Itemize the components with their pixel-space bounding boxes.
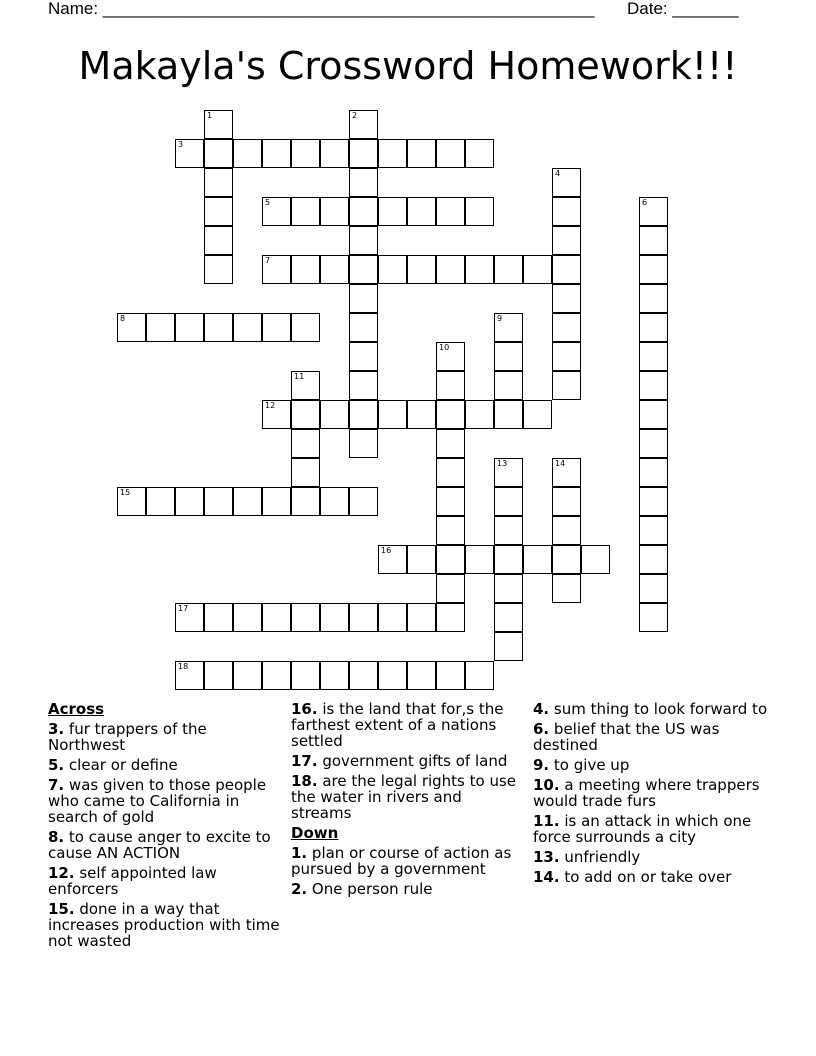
grid-cell[interactable] — [639, 603, 668, 632]
clue-number: 8 — [120, 314, 126, 323]
grid-cell[interactable] — [204, 661, 233, 690]
grid-cell[interactable] — [639, 342, 668, 371]
clues-column-1 — [48, 701, 286, 953]
grid-cell[interactable] — [320, 197, 349, 226]
clue-text: sum thing to look forward to — [553, 700, 768, 718]
grid-cell[interactable] — [465, 545, 494, 574]
grid-cell[interactable] — [552, 458, 581, 487]
grid-cell[interactable] — [552, 342, 581, 371]
clues-column-3 — [533, 701, 773, 889]
grid-cell[interactable] — [436, 458, 465, 487]
clue-number-label: 3. — [48, 720, 65, 738]
grid-cell[interactable] — [639, 545, 668, 574]
grid-cell[interactable] — [436, 429, 465, 458]
grid-cell[interactable] — [552, 371, 581, 400]
clue-number-label: 7. — [48, 776, 65, 794]
grid-cell[interactable] — [523, 545, 552, 574]
grid-cell[interactable] — [407, 400, 436, 429]
grid-cell[interactable] — [436, 487, 465, 516]
grid-cell[interactable] — [436, 255, 465, 284]
grid-cell[interactable] — [407, 545, 436, 574]
grid-cell[interactable] — [320, 603, 349, 632]
down-clue — [291, 881, 526, 897]
grid-cell[interactable] — [552, 284, 581, 313]
grid-cell[interactable] — [291, 603, 320, 632]
across-clue — [48, 721, 286, 753]
grid-cell[interactable] — [349, 661, 378, 690]
clues-column-2 — [291, 701, 526, 901]
grid-cell[interactable] — [436, 661, 465, 690]
grid-cell[interactable] — [233, 661, 262, 690]
grid-cell[interactable] — [494, 313, 523, 342]
clue-number-label: 11. — [533, 812, 560, 830]
across-clue — [291, 753, 526, 769]
grid-cell[interactable] — [552, 574, 581, 603]
clue-text: unfriendly — [564, 848, 641, 866]
clue-number-label: 12. — [48, 864, 75, 882]
grid-cell[interactable] — [349, 487, 378, 516]
clue-number: 3 — [178, 140, 184, 149]
clue-number-label: 8. — [48, 828, 65, 846]
grid-cell[interactable] — [552, 545, 581, 574]
across-clue — [48, 757, 286, 773]
across-clue — [48, 777, 286, 825]
grid-cell[interactable] — [639, 284, 668, 313]
clue-text: a meeting where trappers would trade furs — [533, 776, 760, 810]
grid-cell[interactable] — [320, 400, 349, 429]
grid-cell[interactable] — [407, 139, 436, 168]
grid-cell[interactable] — [204, 197, 233, 226]
grid-cell[interactable] — [146, 487, 175, 516]
grid-cell[interactable] — [349, 371, 378, 400]
grid-cell[interactable] — [291, 371, 320, 400]
clue-number: 16 — [381, 546, 392, 555]
grid-cell[interactable] — [117, 313, 146, 342]
grid-cell[interactable] — [494, 400, 523, 429]
clue-text: are the legal rights to use the water in rivers and streams — [291, 772, 517, 822]
grid-cell[interactable] — [291, 313, 320, 342]
grid-cell[interactable] — [639, 516, 668, 545]
grid-cell[interactable] — [552, 487, 581, 516]
grid-cell[interactable] — [465, 139, 494, 168]
across-clue — [291, 701, 526, 749]
grid-cell[interactable] — [436, 545, 465, 574]
clue-number: 14 — [555, 459, 566, 468]
grid-cell[interactable] — [349, 226, 378, 255]
clue-number-label: 17. — [291, 752, 318, 770]
grid-cell[interactable] — [175, 661, 204, 690]
grid-cell[interactable] — [552, 226, 581, 255]
grid-cell[interactable] — [204, 487, 233, 516]
down-clue — [533, 813, 773, 845]
grid-cell[interactable] — [407, 255, 436, 284]
down-clue — [533, 721, 773, 753]
grid-cell[interactable] — [262, 487, 291, 516]
grid-cell[interactable] — [378, 400, 407, 429]
grid-cell[interactable] — [204, 139, 233, 168]
grid-cell[interactable] — [349, 313, 378, 342]
grid-cell[interactable] — [175, 313, 204, 342]
grid-cell[interactable] — [494, 458, 523, 487]
down-clue — [533, 849, 773, 865]
clue-number: 5 — [265, 198, 271, 207]
clue-text: done in a way that increases production with time not wasted — [48, 900, 280, 950]
grid-cell[interactable] — [349, 400, 378, 429]
clue-text: to give up — [553, 756, 630, 774]
grid-cell[interactable] — [494, 603, 523, 632]
grid-cell[interactable] — [552, 255, 581, 284]
grid-cell[interactable] — [233, 603, 262, 632]
grid-cell[interactable] — [349, 342, 378, 371]
grid-cell[interactable] — [262, 197, 291, 226]
grid-cell[interactable] — [494, 632, 523, 661]
clue-text: belief that the US was destined — [533, 720, 720, 754]
clue-text: One person rule — [311, 880, 433, 898]
clue-number: 4 — [555, 169, 561, 178]
clue-number: 1 — [207, 111, 213, 120]
grid-cell[interactable] — [639, 400, 668, 429]
grid-cell[interactable] — [378, 255, 407, 284]
page-title: Makayla's Crossword Homework!!! — [78, 44, 738, 88]
clue-number: 17 — [178, 604, 189, 613]
grid-cell[interactable] — [146, 313, 175, 342]
grid-cell[interactable] — [262, 139, 291, 168]
grid-cell[interactable] — [494, 255, 523, 284]
grid-cell[interactable] — [349, 603, 378, 632]
clue-number: 13 — [497, 459, 508, 468]
grid-cell[interactable] — [639, 226, 668, 255]
down-clue — [533, 757, 773, 773]
clue-number-label: 1. — [291, 844, 308, 862]
grid-cell[interactable] — [320, 255, 349, 284]
grid-cell[interactable] — [494, 342, 523, 371]
clue-number-label: 4. — [533, 700, 550, 718]
grid-cell[interactable] — [291, 255, 320, 284]
clue-number-label: 5. — [48, 756, 65, 774]
grid-cell[interactable] — [175, 487, 204, 516]
grid-cell[interactable] — [523, 400, 552, 429]
clue-number: 7 — [265, 256, 271, 265]
grid-cell[interactable] — [291, 661, 320, 690]
clue-text: was given to those people who came to California in search of gold — [48, 776, 267, 826]
grid-cell[interactable] — [262, 255, 291, 284]
grid-cell[interactable] — [378, 197, 407, 226]
grid-cell[interactable] — [552, 516, 581, 545]
grid-cell[interactable] — [204, 313, 233, 342]
across-clue — [48, 865, 286, 897]
clue-number: 15 — [120, 488, 131, 497]
grid-cell[interactable] — [436, 603, 465, 632]
down-clue — [291, 845, 526, 877]
clue-number: 6 — [642, 198, 648, 207]
grid-cell[interactable] — [320, 139, 349, 168]
clue-number-label: 6. — [533, 720, 550, 738]
grid-cell[interactable] — [291, 458, 320, 487]
grid-cell[interactable] — [552, 197, 581, 226]
clue-number-label: 10. — [533, 776, 560, 794]
grid-cell[interactable] — [378, 603, 407, 632]
grid-cell[interactable] — [639, 313, 668, 342]
grid-cell[interactable] — [291, 400, 320, 429]
grid-cell[interactable] — [262, 603, 291, 632]
grid-cell[interactable] — [262, 661, 291, 690]
grid-cell[interactable] — [494, 371, 523, 400]
grid-cell[interactable] — [320, 661, 349, 690]
down-heading: Down — [291, 824, 339, 842]
clue-text: government gifts of land — [322, 752, 508, 770]
grid-cell[interactable] — [291, 139, 320, 168]
grid-cell[interactable] — [204, 255, 233, 284]
grid-cell[interactable] — [349, 429, 378, 458]
grid-cell[interactable] — [407, 603, 436, 632]
grid-cell[interactable] — [639, 255, 668, 284]
grid-cell[interactable] — [378, 139, 407, 168]
grid-cell[interactable] — [349, 139, 378, 168]
grid-cell[interactable] — [378, 545, 407, 574]
grid-cell[interactable] — [436, 371, 465, 400]
clue-number-label: 16. — [291, 700, 318, 718]
clue-number: 2 — [352, 111, 358, 120]
grid-cell[interactable] — [407, 661, 436, 690]
clue-text: fur trappers of the Northwest — [48, 720, 207, 754]
grid-cell[interactable] — [436, 139, 465, 168]
grid-cell[interactable] — [117, 487, 146, 516]
clue-text: is an attack in which one force surrounds a city — [533, 812, 752, 846]
across-heading: Across — [48, 700, 105, 718]
grid-cell[interactable] — [552, 313, 581, 342]
clue-number-label: 15. — [48, 900, 75, 918]
grid-cell[interactable] — [436, 574, 465, 603]
grid-cell[interactable] — [175, 603, 204, 632]
clue-number: 11 — [294, 372, 305, 381]
grid-cell[interactable] — [349, 284, 378, 313]
grid-cell[interactable] — [233, 139, 262, 168]
clue-text: self appointed law enforcers — [48, 864, 217, 898]
down-clue — [533, 869, 773, 885]
grid-cell[interactable] — [204, 603, 233, 632]
clue-number: 10 — [439, 343, 450, 352]
clue-number-label: 9. — [533, 756, 550, 774]
grid-cell[interactable] — [175, 139, 204, 168]
grid-cell[interactable] — [465, 661, 494, 690]
clue-number: 18 — [178, 662, 189, 671]
grid-cell[interactable] — [581, 545, 610, 574]
grid-cell[interactable] — [291, 197, 320, 226]
clue-text: to cause anger to excite to cause AN ACTION — [48, 828, 271, 862]
grid-cell[interactable] — [436, 400, 465, 429]
clue-text: to add on or take over — [564, 868, 732, 886]
grid-cell[interactable] — [465, 400, 494, 429]
grid-cell[interactable] — [291, 429, 320, 458]
grid-cell[interactable] — [436, 516, 465, 545]
grid-cell[interactable] — [233, 487, 262, 516]
grid-cell[interactable] — [465, 197, 494, 226]
grid-cell[interactable] — [494, 545, 523, 574]
grid-cell[interactable] — [494, 487, 523, 516]
across-clue — [48, 901, 286, 949]
clue-number: 12 — [265, 401, 276, 410]
clue-number: 9 — [497, 314, 503, 323]
grid-cell[interactable] — [233, 313, 262, 342]
grid-cell[interactable] — [204, 168, 233, 197]
grid-cell[interactable] — [523, 255, 552, 284]
down-clue — [533, 777, 773, 809]
across-clue — [48, 829, 286, 861]
grid-cell[interactable] — [349, 255, 378, 284]
clue-number-label: 13. — [533, 848, 560, 866]
grid-cell[interactable] — [436, 197, 465, 226]
grid-cell[interactable] — [639, 574, 668, 603]
grid-cell[interactable] — [639, 458, 668, 487]
grid-cell[interactable] — [204, 110, 233, 139]
clue-text: is the land that for,s the farthest extent of a nations settled — [291, 700, 504, 750]
grid-cell[interactable] — [494, 574, 523, 603]
grid-cell[interactable] — [262, 313, 291, 342]
grid-cell[interactable] — [639, 487, 668, 516]
date-line: Date: _______ — [627, 0, 739, 18]
grid-cell[interactable] — [320, 487, 349, 516]
grid-cell[interactable] — [436, 342, 465, 371]
grid-cell[interactable] — [407, 197, 436, 226]
clue-number-label: 2. — [291, 880, 308, 898]
grid-cell[interactable] — [639, 371, 668, 400]
grid-cell[interactable] — [291, 487, 320, 516]
down-clue — [533, 701, 773, 717]
grid-cell[interactable] — [262, 400, 291, 429]
grid-cell[interactable] — [552, 168, 581, 197]
grid-cell[interactable] — [378, 661, 407, 690]
grid-cell[interactable] — [349, 168, 378, 197]
clue-number-label: 14. — [533, 868, 560, 886]
clue-number-label: 18. — [291, 772, 318, 790]
grid-cell[interactable] — [465, 255, 494, 284]
grid-cell[interactable] — [639, 429, 668, 458]
name-line: Name: ____________________________________________________ — [48, 0, 595, 18]
across-clue — [291, 773, 526, 821]
clue-text: clear or define — [68, 756, 178, 774]
clue-text: plan or course of action as pursued by a government — [291, 844, 512, 878]
grid-cell[interactable] — [204, 226, 233, 255]
grid-cell[interactable] — [639, 197, 668, 226]
grid-cell[interactable] — [349, 110, 378, 139]
grid-cell[interactable] — [349, 197, 378, 226]
grid-cell[interactable] — [494, 516, 523, 545]
